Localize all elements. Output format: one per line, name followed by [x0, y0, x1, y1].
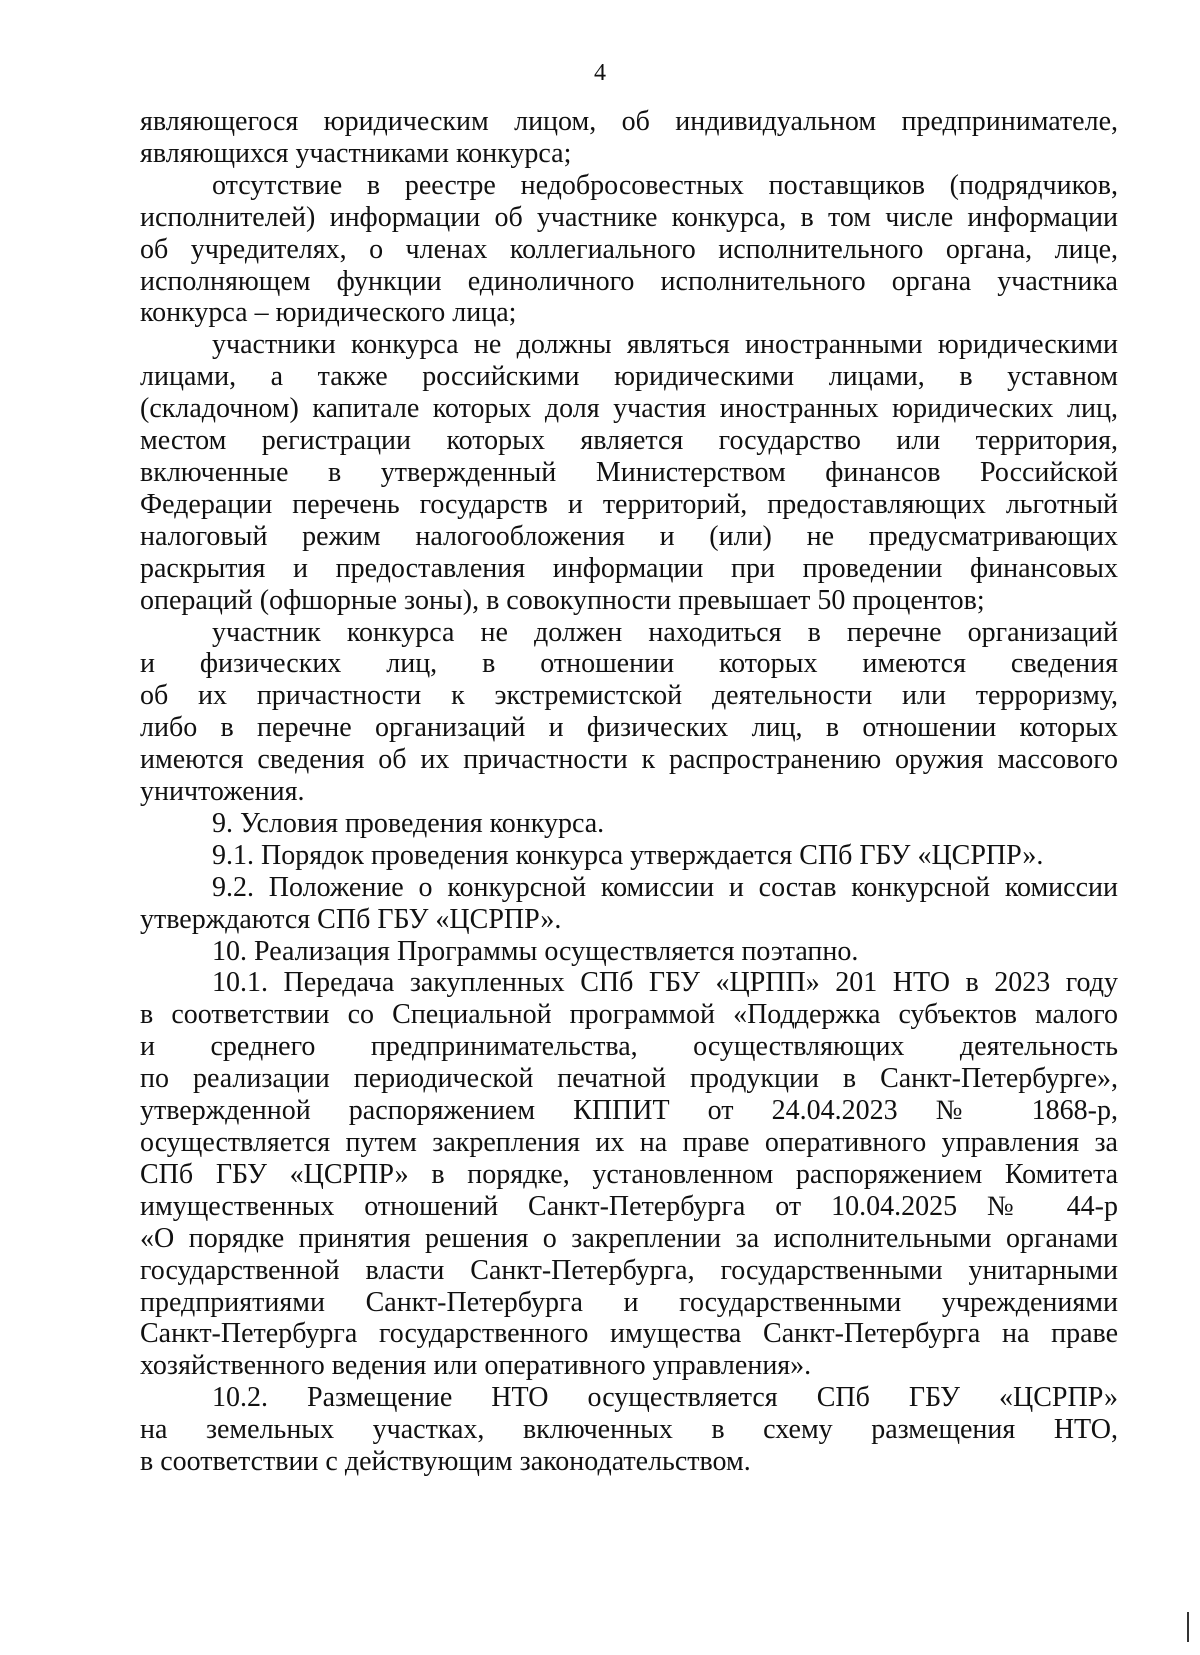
text-line: утвержденной распоряжением КППИТ от 24.04.2023 № 1868-р,	[140, 1095, 1118, 1127]
scan-edge-mark	[1187, 1612, 1189, 1642]
text-line: и физических лиц, в отношении которых имеются сведения	[140, 648, 1118, 680]
text-line: об учредителях, о членах коллегиального исполнительного органа, лице,	[140, 233, 1118, 265]
text-line: Санкт-Петербурга государственного имущества Санкт-Петербурга на праве	[140, 1318, 1118, 1350]
page-number: 4	[594, 60, 606, 86]
text-line: осуществляется путем закрепления их на праве оперативного управления за	[140, 1127, 1118, 1158]
text-line: (складочном) капитале которых доля участия иностранных юридических лиц,	[140, 393, 1118, 425]
text-line: включенные в утвержденный Министерством финансов Российской	[140, 456, 1118, 488]
text-line: 10.2. Размещение НТО осуществляется СПб ГБУ «ЦСРПР»	[212, 1382, 1118, 1414]
text-line: 9.2. Положение о конкурсной комиссии и состав конкурсной комиссии	[212, 871, 1118, 903]
text-line: в соответствии с действующим законодательством.	[140, 1446, 751, 1478]
text-line: 9.1. Порядок проведения конкурса утверждается СПб ГБУ «ЦСРПР».	[212, 839, 1044, 871]
text-line: Федерации перечень государств и территорий, предоставляющих льготный	[140, 488, 1118, 520]
text-line: имущественных отношений Санкт-Петербурга от 10.04.2025 № 44-р	[140, 1190, 1118, 1222]
text-line: налоговый режим налогообложения и (или) не предусматривающих	[140, 520, 1118, 552]
text-line: местом регистрации которых является государство или территория,	[140, 425, 1118, 457]
text-line: 10. Реализация Программы осуществляется поэтапно.	[212, 935, 859, 967]
text-line: являющегося юридическим лицом, об индивидуальном предпринимателе,	[140, 106, 1118, 137]
text-line: в соответствии со Специальной программой «Поддержка субъектов малого	[140, 999, 1118, 1031]
text-line: уничтожения.	[140, 776, 305, 808]
text-line: конкурса – юридического лица;	[140, 297, 517, 329]
text-line: операций (офшорные зоны), в совокупности превышает 50 процентов;	[140, 584, 985, 616]
text-line: отсутствие в реестре недобросовестных поставщиков (подрядчиков,	[212, 169, 1118, 201]
text-line: об их причастности к экстремистской деятельности или терроризму,	[140, 680, 1118, 712]
text-line: предприятиями Санкт-Петербурга и государственными учреждениями	[140, 1286, 1118, 1318]
text-line: 10.1. Передача закупленных СПб ГБУ «ЦРПП» 201 НТО в 2023 году	[212, 967, 1118, 999]
text-line: имеются сведения об их причастности к распространению оружия массового	[140, 744, 1118, 776]
text-line: участники конкурса не должны являться иностранными юридическими	[212, 329, 1118, 361]
text-line: на земельных участках, включенных в схему размещения НТО,	[140, 1414, 1118, 1446]
text-line: утверждаются СПб ГБУ «ЦСРПР».	[140, 903, 562, 935]
text-line: хозяйственного ведения или оперативного управления».	[140, 1350, 812, 1382]
text-line: участник конкурса не должен находиться в перечне организаций	[212, 616, 1118, 648]
text-line: государственной власти Санкт-Петербурга, государственными унитарными	[140, 1254, 1118, 1286]
document-body	[140, 106, 1118, 1478]
text-line: исполнителей) информации об участнике конкурса, в том числе информации	[140, 201, 1118, 233]
text-line: и среднего предпринимательства, осуществляющих деятельность	[140, 1031, 1118, 1063]
text-line: исполняющем функции единоличного исполнительного органа участника	[140, 265, 1118, 297]
text-line: СПб ГБУ «ЦСРПР» в порядке, установленном распоряжением Комитета	[140, 1158, 1118, 1190]
text-line: либо в перечне организаций и физических лиц, в отношении которых	[140, 712, 1118, 744]
text-line: лицами, а также российскими юридическими лицами, в уставном	[140, 361, 1118, 393]
text-line: «О порядке принятия решения о закреплении за исполнительными органами	[140, 1222, 1118, 1254]
text-line: 9. Условия проведения конкурса.	[212, 807, 605, 839]
text-line: по реализации периодической печатной продукции в Санкт-Петербурге»,	[140, 1063, 1118, 1095]
text-line: являющихся участниками конкурса;	[140, 137, 572, 169]
text-line: раскрытия и предоставления информации при проведении финансовых	[140, 552, 1118, 584]
